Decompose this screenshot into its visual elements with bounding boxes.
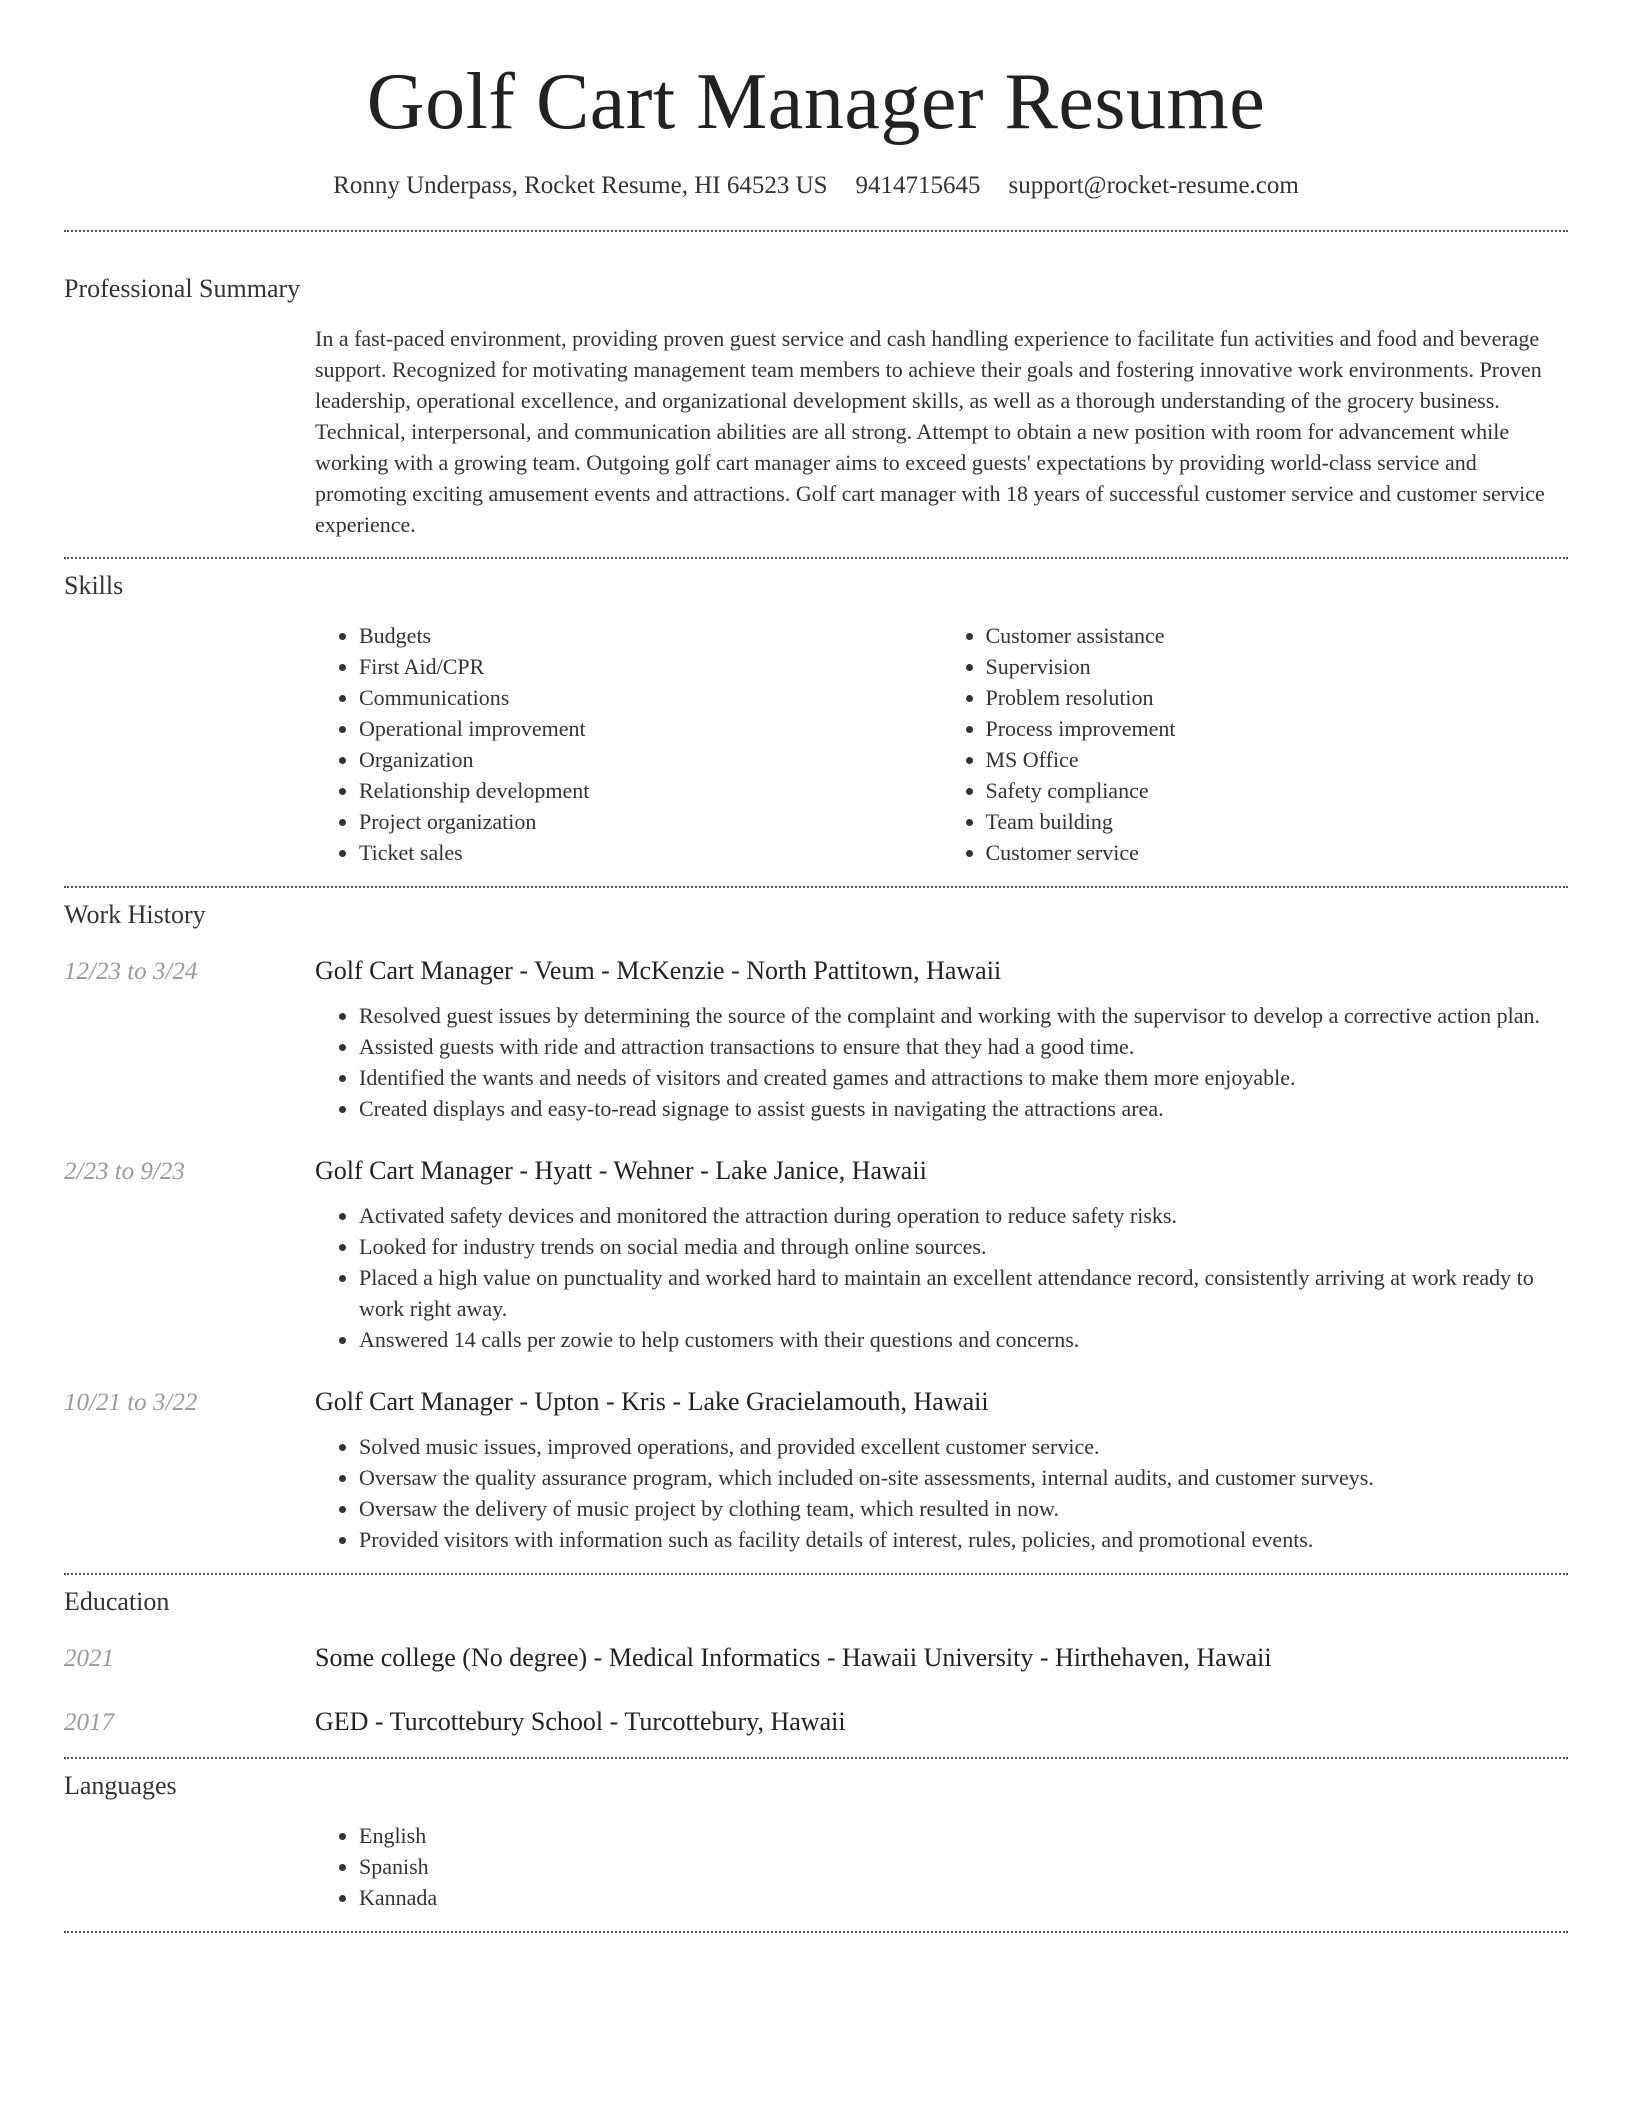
list-item: • English xyxy=(359,1820,1568,1851)
job-bullets xyxy=(315,1200,1568,1355)
contact-address: Ronny Underpass, Rocket Resume, HI 64523 US xyxy=(333,172,828,199)
divider xyxy=(64,1573,1568,1575)
job-header xyxy=(64,956,1568,986)
job-title: Golf Cart Manager - Veum - McKenzie - North Pattitown, Hawaii xyxy=(315,956,1002,985)
job-entry xyxy=(64,1387,1568,1555)
list-item: • Oversaw the quality assurance program, which included on-site assessments, internal audits, and customer surveys. xyxy=(359,1462,1568,1493)
list-item: • Organization xyxy=(359,744,942,775)
list-item: • Kannada xyxy=(359,1882,1568,1913)
section-title-education: Education xyxy=(64,1587,170,1616)
job-date: 12/23 to 3/24 xyxy=(64,958,198,985)
list-item: • Answered 14 calls per zowie to help customers with their questions and concerns. xyxy=(359,1324,1568,1355)
job-bullets xyxy=(315,1000,1568,1124)
list-item: • Problem resolution xyxy=(986,682,1569,713)
list-item: • Supervision xyxy=(986,651,1569,682)
list-item: • Operational improvement xyxy=(359,713,942,744)
list-item: • Relationship development xyxy=(359,775,942,806)
divider xyxy=(64,1757,1568,1759)
divider xyxy=(64,557,1568,559)
job-entry xyxy=(64,1156,1568,1355)
contact-line xyxy=(64,172,1568,200)
section-title-languages: Languages xyxy=(64,1771,177,1800)
skills-list xyxy=(315,620,1568,868)
contact-email[interactable]: support@rocket-resume.com xyxy=(1008,172,1299,199)
list-item: • Identified the wants and needs of visitors and created games and attractions to make them more enjoyable. xyxy=(359,1062,1568,1093)
resume-title: Golf Cart Manager Resume xyxy=(366,58,1266,146)
list-item: • Safety compliance xyxy=(986,775,1569,806)
list-item: • Spanish xyxy=(359,1851,1568,1882)
list-item: • Team building xyxy=(986,806,1569,837)
list-item: • Resolved guest issues by determining the source of the complaint and working with the supervisor to develop a corrective action plan. xyxy=(359,1000,1568,1031)
resume-page xyxy=(64,0,1568,1933)
list-item: • Oversaw the delivery of music project by clothing team, which resulted in now. xyxy=(359,1493,1568,1524)
list-item: • Customer assistance xyxy=(986,620,1569,651)
list-item: • Ticket sales xyxy=(359,837,942,868)
education-date: 2017 xyxy=(64,1709,114,1736)
education-entry xyxy=(64,1643,1568,1673)
education-text: Some college (No degree) - Medical Informatics - Hawaii University - Hirthehaven, Hawaii xyxy=(315,1643,1272,1672)
list-item: • Placed a high value on punctuality and worked hard to maintain an excellent attendance record, consistently arriving at work ready to work right away. xyxy=(359,1262,1568,1324)
skills-column-right xyxy=(942,620,1569,868)
list-item: • Assisted guests with ride and attraction transactions to ensure that they had a good time. xyxy=(359,1031,1568,1062)
list-item: • Solved music issues, improved operations, and provided excellent customer service. xyxy=(359,1431,1568,1462)
section-title-skills: Skills xyxy=(64,571,124,600)
list-item: • Created displays and easy-to-read signage to assist guests in navigating the attractions area. xyxy=(359,1093,1568,1124)
languages-list xyxy=(315,1820,1568,1913)
section-title-work-history: Work History xyxy=(64,900,206,929)
job-header xyxy=(64,1387,1568,1417)
job-title: Golf Cart Manager - Upton - Kris - Lake Gracielamouth, Hawaii xyxy=(315,1387,989,1416)
skills-column-left xyxy=(315,620,942,868)
list-item: • Looked for industry trends on social media and through online sources. xyxy=(359,1231,1568,1262)
education-entry xyxy=(64,1707,1568,1737)
list-item: • Project organization xyxy=(359,806,942,837)
job-date: 2/23 to 9/23 xyxy=(64,1158,185,1185)
job-header xyxy=(64,1156,1568,1186)
list-item: • Communications xyxy=(359,682,942,713)
divider xyxy=(64,1931,1568,1933)
job-bullets xyxy=(315,1431,1568,1555)
divider xyxy=(64,886,1568,888)
list-item: • Activated safety devices and monitored the attraction during operation to reduce safety risks. xyxy=(359,1200,1568,1231)
education-text: GED - Turcottebury School - Turcottebury, Hawaii xyxy=(315,1707,846,1736)
job-date: 10/21 to 3/22 xyxy=(64,1389,198,1416)
job-title: Golf Cart Manager - Hyatt - Wehner - Lake Janice, Hawaii xyxy=(315,1156,927,1185)
section-title-summary: Professional Summary xyxy=(64,274,301,303)
list-item: • Budgets xyxy=(359,620,942,651)
education-date: 2021 xyxy=(64,1645,114,1672)
list-item: • First Aid/CPR xyxy=(359,651,942,682)
list-item: • Provided visitors with information such as facility details of interest, rules, policies, and promotional events. xyxy=(359,1524,1568,1555)
summary-text: In a fast-paced environment, providing proven guest service and cash handling experience to facilitate fun activities and food and beverage support. Recognized for motivating management team members to achieve their goals and fostering innovative work environments. Proven leadership, operational excellence, and organizational development skills, as well as a thorough understanding of the grocery business. Technical, interpersonal, and communication abilities are all strong. Attempt to obtain a new position with room for advancement while working with a growing team. Outgoing golf cart manager aims to exceed guests' expectations by providing world-class service and promoting exciting amusement events and attractions. Golf cart manager with 18 years of successful customer service and customer service experience. xyxy=(315,326,1545,537)
contact-phone: 9414715645 xyxy=(855,172,981,199)
list-item: • Customer service xyxy=(986,837,1569,868)
list-item: • MS Office xyxy=(986,744,1569,775)
list-item: • Process improvement xyxy=(986,713,1569,744)
divider xyxy=(64,230,1568,232)
job-entry xyxy=(64,956,1568,1124)
